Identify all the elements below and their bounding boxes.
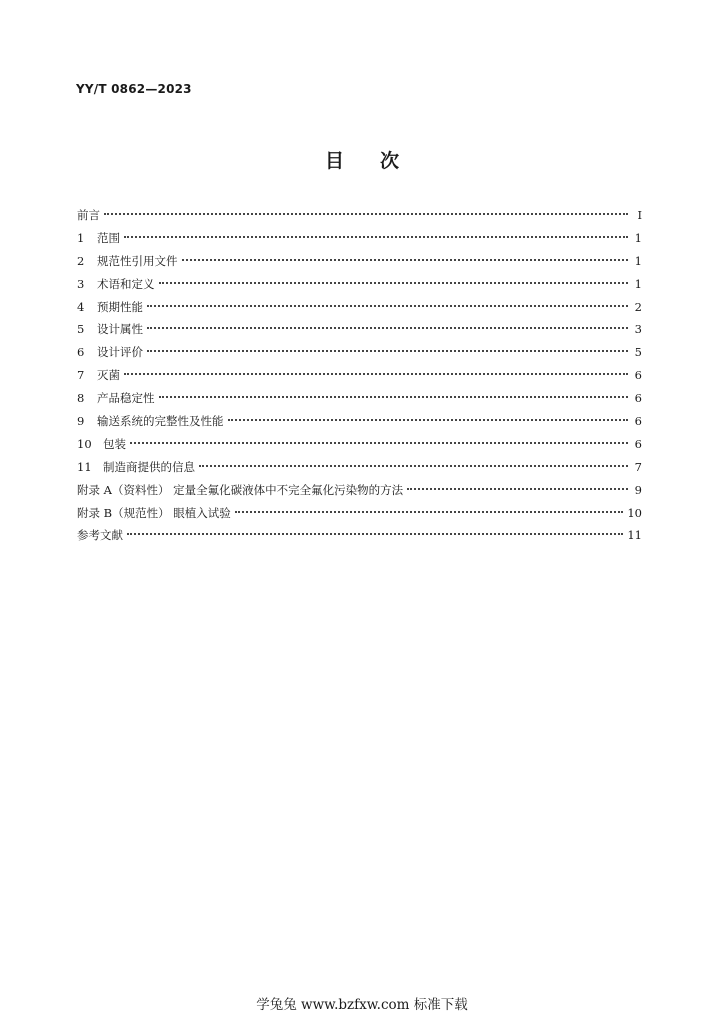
toc-entry[interactable] xyxy=(77,502,642,525)
toc-entry[interactable] xyxy=(77,341,642,364)
toc-entry[interactable] xyxy=(77,410,642,433)
toc-entry[interactable] xyxy=(77,456,642,479)
toc-entry[interactable] xyxy=(77,318,642,341)
toc-entry-number: 2 xyxy=(77,253,85,268)
toc-leader-dots xyxy=(147,350,628,352)
toc-leader-dots xyxy=(235,511,624,513)
toc-entry[interactable] xyxy=(77,204,642,227)
footer-watermark: 学兔兔 www.bzfxw.com 标准下载 xyxy=(256,997,468,1013)
toc-entry-number: 7 xyxy=(77,368,85,383)
toc-entry-page: 7 xyxy=(634,459,642,474)
toc-entry-page: 6 xyxy=(634,414,642,429)
toc-entry[interactable] xyxy=(77,433,642,456)
toc-entry[interactable] xyxy=(77,273,642,296)
toc-leader-dots xyxy=(407,488,628,490)
toc-leader-dots xyxy=(159,396,629,398)
toc-entry-page: 9 xyxy=(634,482,642,497)
toc-leader-dots xyxy=(130,442,628,444)
toc-entry[interactable] xyxy=(77,524,642,547)
toc-entry-page: 1 xyxy=(634,230,642,245)
toc-entry[interactable] xyxy=(77,250,642,273)
toc-entry-number: 3 xyxy=(77,276,85,291)
toc-entry-page: 3 xyxy=(634,322,642,337)
toc-entry-label: 设计属性 xyxy=(97,322,143,337)
toc-leader-dots xyxy=(228,419,629,421)
table-of-contents xyxy=(77,204,642,547)
toc-entry-number: 9 xyxy=(77,414,85,429)
toc-entry[interactable] xyxy=(77,296,642,319)
toc-leader-dots xyxy=(199,465,628,467)
toc-entry-label: 附录 A（资料性） 定量全氟化碳液体中不完全氟化污染物的方法 xyxy=(77,482,404,497)
toc-entry-number: 5 xyxy=(77,322,85,337)
toc-leader-dots xyxy=(147,327,628,329)
toc-leader-dots xyxy=(159,282,629,284)
toc-entry[interactable] xyxy=(77,387,642,410)
toc-entry-label: 产品稳定性 xyxy=(97,391,155,406)
toc-entry-page: 5 xyxy=(634,345,642,360)
toc-entry-page: 6 xyxy=(634,436,642,451)
toc-entry-page: 2 xyxy=(634,299,642,314)
toc-leader-dots xyxy=(124,236,628,238)
standard-code: YY/T 0862—2023 xyxy=(76,82,192,96)
toc-leader-dots xyxy=(127,533,623,535)
toc-entry-label: 输送系统的完整性及性能 xyxy=(97,414,224,429)
toc-entry-page: Ⅰ xyxy=(637,208,642,222)
toc-entry-label: 包装 xyxy=(103,436,126,451)
toc-entry-label: 预期性能 xyxy=(97,299,143,314)
toc-entry[interactable] xyxy=(77,479,642,502)
page-title: 目次 xyxy=(324,150,435,172)
toc-entry-label: 规范性引用文件 xyxy=(97,253,178,268)
toc-entry-label: 前言 xyxy=(77,208,100,222)
toc-entry-number: 6 xyxy=(77,345,85,360)
toc-entry-label: 范围 xyxy=(97,230,120,245)
toc-entry-number: 1 xyxy=(77,230,85,245)
toc-entry-number: 8 xyxy=(77,391,85,406)
toc-entry[interactable] xyxy=(77,364,642,387)
toc-leader-dots xyxy=(182,259,629,261)
toc-leader-dots xyxy=(124,373,628,375)
toc-entry-page: 11 xyxy=(627,528,642,543)
toc-leader-dots xyxy=(147,305,628,307)
toc-entry-number: 10 xyxy=(77,436,92,451)
toc-entry-label: 术语和定义 xyxy=(97,276,155,291)
toc-entry-page: 1 xyxy=(634,276,642,291)
toc-entry[interactable] xyxy=(77,227,642,250)
toc-entry-label: 附录 B（规范性） 眼植入试验 xyxy=(77,505,231,520)
toc-entry-label: 制造商提供的信息 xyxy=(103,459,195,474)
toc-entry-page: 10 xyxy=(627,505,642,520)
toc-entry-page: 1 xyxy=(634,253,642,268)
toc-entry-page: 6 xyxy=(634,368,642,383)
toc-entry-page: 6 xyxy=(634,391,642,406)
toc-leader-dots xyxy=(104,213,628,215)
toc-entry-label: 设计评价 xyxy=(97,345,143,360)
toc-entry-number: 4 xyxy=(77,299,85,314)
toc-entry-number: 11 xyxy=(77,459,92,474)
toc-entry-label: 参考文献 xyxy=(77,528,123,543)
toc-entry-label: 灭菌 xyxy=(97,368,120,383)
